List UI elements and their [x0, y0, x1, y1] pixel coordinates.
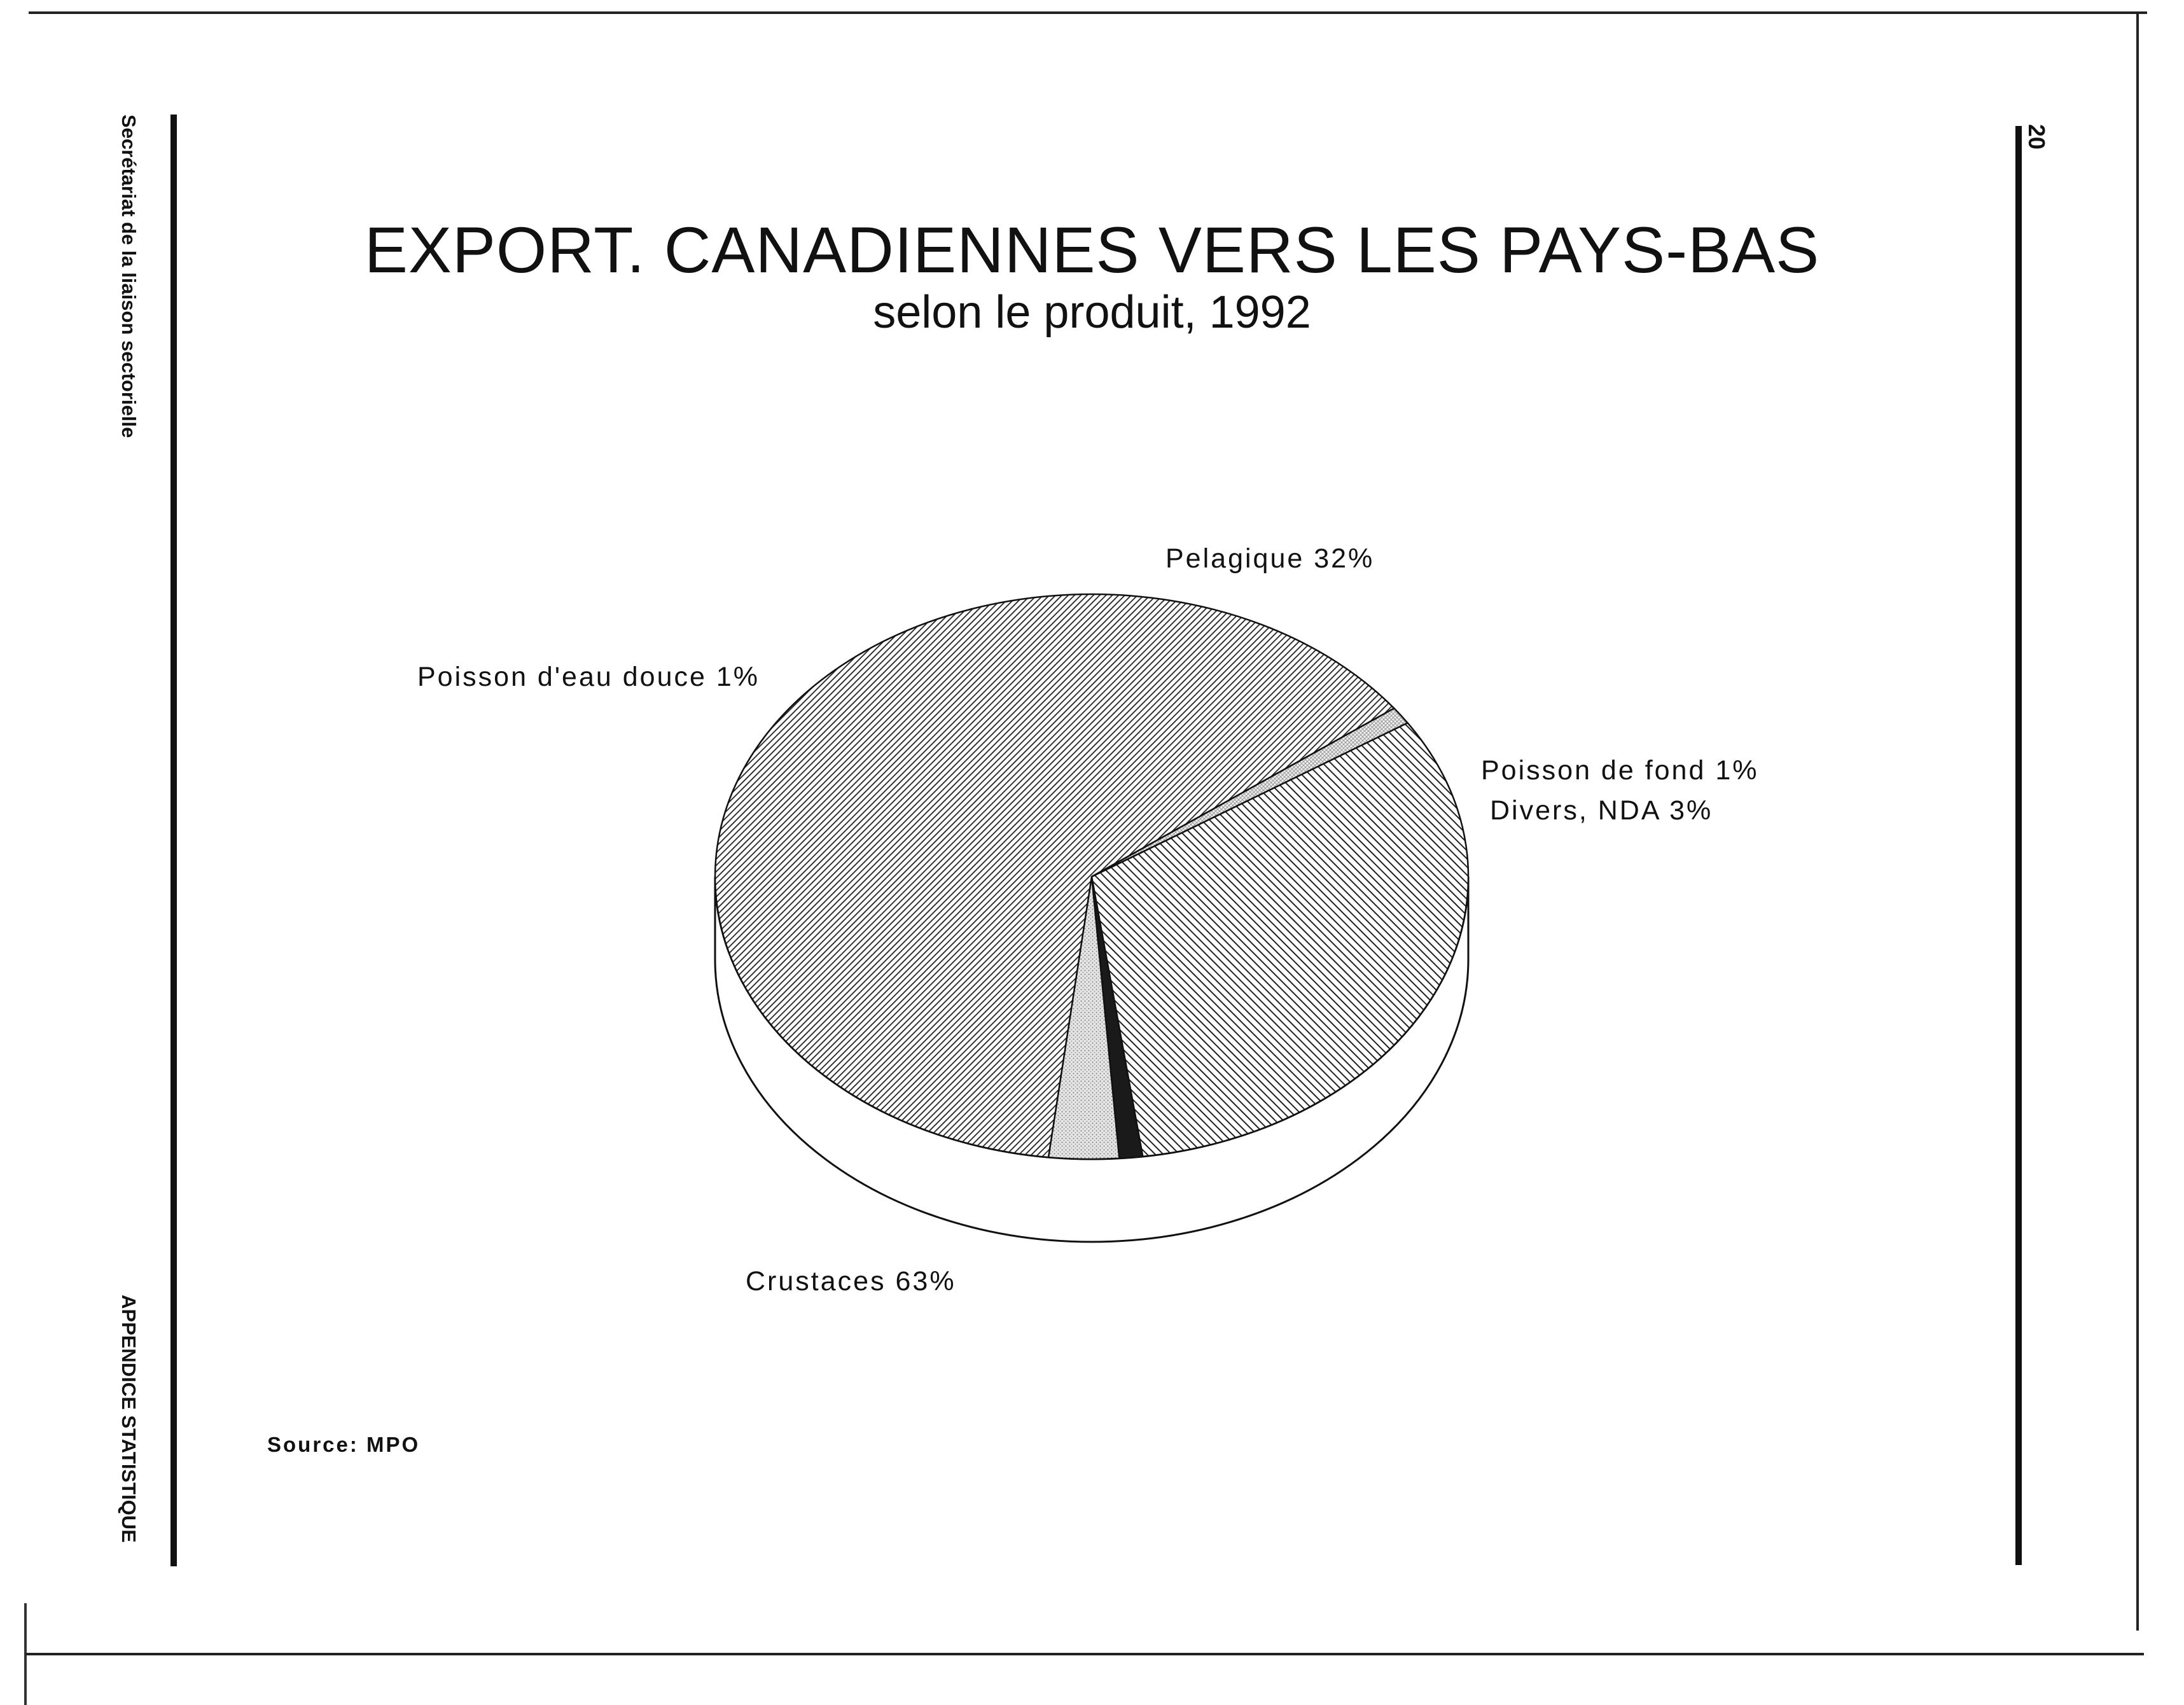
slice-label-crustaces: Crustaces 63% — [746, 1266, 956, 1297]
source-label: Source: — [267, 1433, 359, 1456]
page-number: 20 — [2024, 124, 2050, 150]
slice-label-poisson-d-eau-douce: Poisson d'eau douce 1% — [417, 662, 760, 692]
chart-title: EXPORT. CANADIENNES VERS LES PAYS-BAS — [364, 214, 1820, 286]
source-value: MPO — [366, 1433, 421, 1456]
slice-label-pelagique: Pelagique 32% — [1165, 543, 1375, 574]
pie-slices — [715, 594, 1468, 1159]
side-text-secretariat: Secrétariat de la liaison sectorielle — [118, 115, 140, 438]
slice-label-divers-nda: Divers, NDA 3% — [1490, 795, 1713, 826]
slice-label-poisson-de-fond: Poisson de fond 1% — [1481, 755, 1759, 786]
side-text-appendix: APPENDICE STATISTIQUE — [118, 1295, 140, 1543]
chart-subtitle: selon le produit, 1992 — [873, 287, 1311, 338]
source-note — [267, 1433, 420, 1457]
